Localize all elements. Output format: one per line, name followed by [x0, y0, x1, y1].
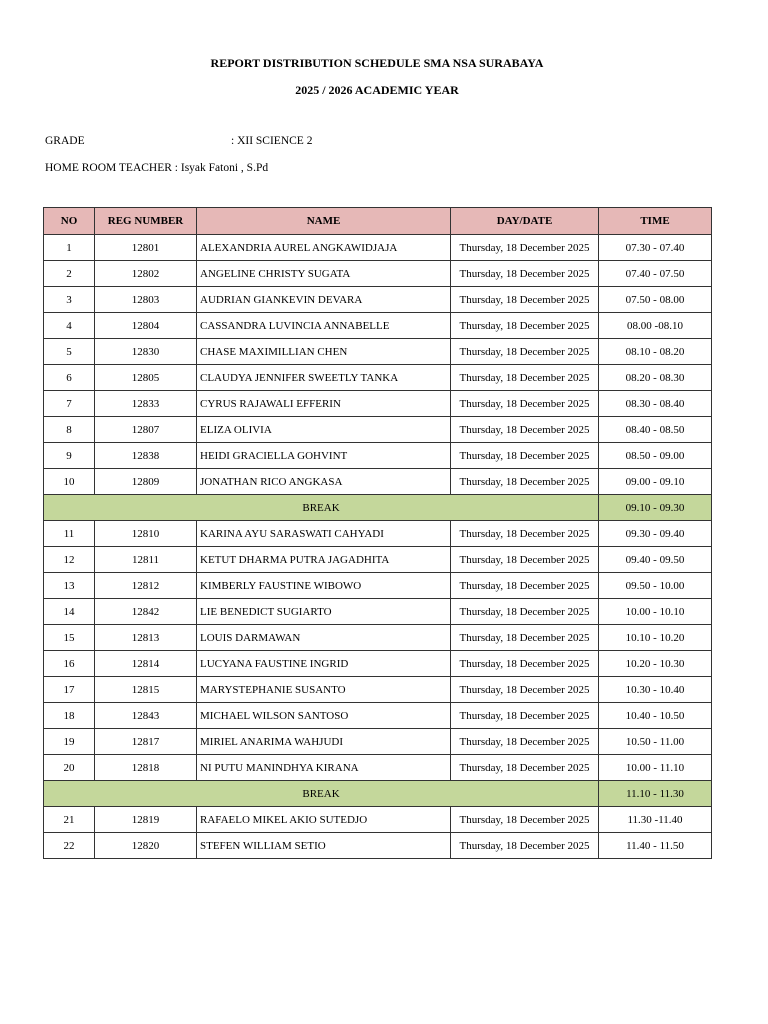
cell-day-date: Thursday, 18 December 2025: [451, 365, 599, 391]
cell-no: 4: [44, 313, 95, 339]
cell-reg-number: 12802: [95, 261, 197, 287]
cell-name: ANGELINE CHRISTY SUGATA: [197, 261, 451, 287]
cell-name: JONATHAN RICO ANGKASA: [197, 469, 451, 495]
cell-day-date: Thursday, 18 December 2025: [451, 521, 599, 547]
table-row: [44, 521, 712, 547]
cell-reg-number: 12814: [95, 651, 197, 677]
cell-name: LIE BENEDICT SUGIARTO: [197, 599, 451, 625]
cell-reg-number: 12819: [95, 807, 197, 833]
cell-reg-number: 12809: [95, 469, 197, 495]
cell-reg-number: 12803: [95, 287, 197, 313]
cell-time: 08.40 - 08.50: [599, 417, 712, 443]
cell-time: 07.30 - 07.40: [599, 235, 712, 261]
cell-reg-number: 12815: [95, 677, 197, 703]
column-header-day-date: DAY/DATE: [451, 208, 599, 235]
cell-time: 08.10 - 08.20: [599, 339, 712, 365]
cell-no: 13: [44, 573, 95, 599]
cell-reg-number: 12811: [95, 547, 197, 573]
cell-no: 11: [44, 521, 95, 547]
cell-time: 10.20 - 10.30: [599, 651, 712, 677]
cell-time: 09.30 - 09.40: [599, 521, 712, 547]
cell-day-date: Thursday, 18 December 2025: [451, 651, 599, 677]
cell-no: 7: [44, 391, 95, 417]
cell-name: KIMBERLY FAUSTINE WIBOWO: [197, 573, 451, 599]
cell-name: KARINA AYU SARASWATI CAHYADI: [197, 521, 451, 547]
table-row: [44, 703, 712, 729]
cell-day-date: Thursday, 18 December 2025: [451, 677, 599, 703]
column-header-name: NAME: [197, 208, 451, 235]
table-row: [44, 313, 712, 339]
grade-label: GRADE: [45, 135, 85, 147]
cell-time: 10.00 - 11.10: [599, 755, 712, 781]
cell-time: 07.40 - 07.50: [599, 261, 712, 287]
column-header-reg-number: REG NUMBER: [95, 208, 197, 235]
cell-name: ALEXANDRIA AUREL ANGKAWIDJAJA: [197, 235, 451, 261]
cell-day-date: Thursday, 18 December 2025: [451, 339, 599, 365]
cell-reg-number: 12810: [95, 521, 197, 547]
cell-name: AUDRIAN GIANKEVIN DEVARA: [197, 287, 451, 313]
break-label: BREAK: [44, 495, 599, 521]
schedule-table: [43, 207, 712, 859]
table-row: [44, 469, 712, 495]
cell-name: ELIZA OLIVIA: [197, 417, 451, 443]
cell-name: CHASE MAXIMILLIAN CHEN: [197, 339, 451, 365]
cell-time: 10.00 - 10.10: [599, 599, 712, 625]
cell-no: 5: [44, 339, 95, 365]
academic-year-subtitle: 2025 / 2026 ACADEMIC YEAR: [295, 83, 459, 97]
cell-time: 10.50 - 11.00: [599, 729, 712, 755]
cell-no: 22: [44, 833, 95, 859]
table-row: [44, 547, 712, 573]
cell-name: LUCYANA FAUSTINE INGRID: [197, 651, 451, 677]
cell-name: STEFEN WILLIAM SETIO: [197, 833, 451, 859]
cell-day-date: Thursday, 18 December 2025: [451, 703, 599, 729]
cell-day-date: Thursday, 18 December 2025: [451, 833, 599, 859]
table-row: [44, 417, 712, 443]
cell-day-date: Thursday, 18 December 2025: [451, 729, 599, 755]
cell-day-date: Thursday, 18 December 2025: [451, 807, 599, 833]
cell-time: 08.30 - 08.40: [599, 391, 712, 417]
cell-reg-number: 12812: [95, 573, 197, 599]
cell-day-date: Thursday, 18 December 2025: [451, 417, 599, 443]
table-row: [44, 677, 712, 703]
break-time: 09.10 - 09.30: [599, 495, 712, 521]
cell-time: 10.30 - 10.40: [599, 677, 712, 703]
cell-time: 08.00 -08.10: [599, 313, 712, 339]
cell-day-date: Thursday, 18 December 2025: [451, 235, 599, 261]
cell-day-date: Thursday, 18 December 2025: [451, 469, 599, 495]
cell-time: 11.30 -11.40: [599, 807, 712, 833]
cell-no: 18: [44, 703, 95, 729]
cell-reg-number: 12842: [95, 599, 197, 625]
column-header-time: TIME: [599, 208, 712, 235]
table-row: [44, 625, 712, 651]
cell-reg-number: 12830: [95, 339, 197, 365]
cell-name: MIRIEL ANARIMA WAHJUDI: [197, 729, 451, 755]
table-row: [44, 235, 712, 261]
cell-no: 14: [44, 599, 95, 625]
table-row: [44, 599, 712, 625]
column-header-no: NO: [44, 208, 95, 235]
cell-time: 09.40 - 09.50: [599, 547, 712, 573]
table-row: [44, 443, 712, 469]
cell-day-date: Thursday, 18 December 2025: [451, 391, 599, 417]
cell-day-date: Thursday, 18 December 2025: [451, 599, 599, 625]
cell-day-date: Thursday, 18 December 2025: [451, 443, 599, 469]
table-row: [44, 651, 712, 677]
table-row: [44, 261, 712, 287]
cell-time: 09.00 - 09.10: [599, 469, 712, 495]
cell-reg-number: 12820: [95, 833, 197, 859]
table-row: [44, 339, 712, 365]
table-header-row: [44, 208, 712, 235]
cell-reg-number: 12801: [95, 235, 197, 261]
grade-value: : XII SCIENCE 2: [231, 135, 313, 147]
break-time: 11.10 - 11.30: [599, 781, 712, 807]
cell-no: 20: [44, 755, 95, 781]
cell-reg-number: 12818: [95, 755, 197, 781]
cell-time: 10.10 - 10.20: [599, 625, 712, 651]
cell-no: 15: [44, 625, 95, 651]
cell-no: 19: [44, 729, 95, 755]
cell-reg-number: 12813: [95, 625, 197, 651]
cell-time: 09.50 - 10.00: [599, 573, 712, 599]
cell-day-date: Thursday, 18 December 2025: [451, 547, 599, 573]
table-row: [44, 833, 712, 859]
cell-reg-number: 12843: [95, 703, 197, 729]
cell-name: CYRUS RAJAWALI EFFERIN: [197, 391, 451, 417]
cell-day-date: Thursday, 18 December 2025: [451, 625, 599, 651]
cell-no: 2: [44, 261, 95, 287]
table-row: [44, 807, 712, 833]
cell-name: CLAUDYA JENNIFER SWEETLY TANKA: [197, 365, 451, 391]
cell-no: 6: [44, 365, 95, 391]
cell-reg-number: 12804: [95, 313, 197, 339]
cell-no: 21: [44, 807, 95, 833]
table-row: [44, 755, 712, 781]
cell-day-date: Thursday, 18 December 2025: [451, 313, 599, 339]
cell-time: 07.50 - 08.00: [599, 287, 712, 313]
document-title: REPORT DISTRIBUTION SCHEDULE SMA NSA SURABAYA: [210, 56, 544, 70]
table-row: [44, 365, 712, 391]
schedule-body: [44, 235, 712, 859]
cell-reg-number: 12805: [95, 365, 197, 391]
cell-no: 9: [44, 443, 95, 469]
cell-day-date: Thursday, 18 December 2025: [451, 261, 599, 287]
cell-time: 08.20 - 08.30: [599, 365, 712, 391]
cell-reg-number: 12807: [95, 417, 197, 443]
cell-time: 11.40 - 11.50: [599, 833, 712, 859]
cell-name: LOUIS DARMAWAN: [197, 625, 451, 651]
cell-name: NI PUTU MANINDHYA KIRANA: [197, 755, 451, 781]
cell-reg-number: 12833: [95, 391, 197, 417]
table-row: [44, 391, 712, 417]
cell-day-date: Thursday, 18 December 2025: [451, 287, 599, 313]
cell-name: MARYSTEPHANIE SUSANTO: [197, 677, 451, 703]
cell-no: 10: [44, 469, 95, 495]
cell-no: 1: [44, 235, 95, 261]
cell-day-date: Thursday, 18 December 2025: [451, 573, 599, 599]
cell-time: 08.50 - 09.00: [599, 443, 712, 469]
cell-name: CASSANDRA LUVINCIA ANNABELLE: [197, 313, 451, 339]
cell-time: 10.40 - 10.50: [599, 703, 712, 729]
break-row: [44, 781, 712, 807]
cell-name: KETUT DHARMA PUTRA JAGADHITA: [197, 547, 451, 573]
cell-name: MICHAEL WILSON SANTOSO: [197, 703, 451, 729]
break-label: BREAK: [44, 781, 599, 807]
cell-no: 12: [44, 547, 95, 573]
cell-name: RAFAELO MIKEL AKIO SUTEDJO: [197, 807, 451, 833]
cell-day-date: Thursday, 18 December 2025: [451, 755, 599, 781]
cell-name: HEIDI GRACIELLA GOHVINT: [197, 443, 451, 469]
cell-no: 8: [44, 417, 95, 443]
cell-no: 3: [44, 287, 95, 313]
table-row: [44, 729, 712, 755]
homeroom-teacher: HOME ROOM TEACHER : Isyak Fatoni , S.Pd: [45, 162, 269, 174]
table-row: [44, 573, 712, 599]
cell-no: 16: [44, 651, 95, 677]
cell-reg-number: 12817: [95, 729, 197, 755]
cell-reg-number: 12838: [95, 443, 197, 469]
table-row: [44, 287, 712, 313]
break-row: [44, 495, 712, 521]
cell-no: 17: [44, 677, 95, 703]
